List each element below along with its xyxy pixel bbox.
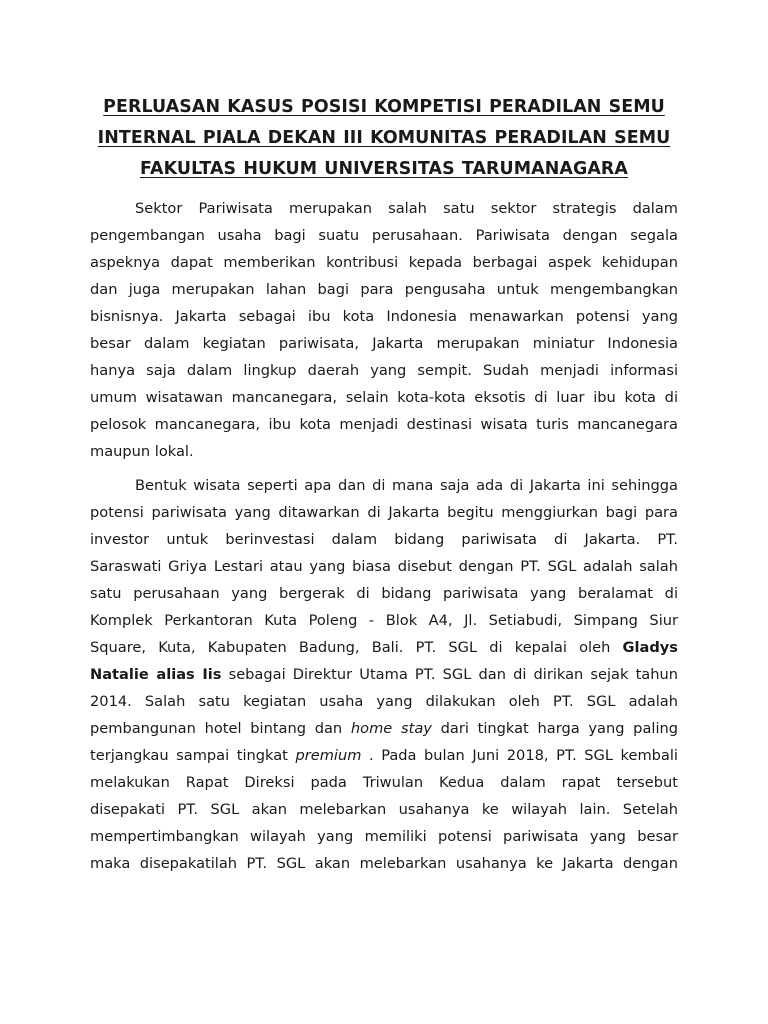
director-name-bold: Natalie alias Iis [90,666,222,683]
paragraph-2-line: maka disepakatilah PT. SGL akan melebarkan usahanya ke Jakarta dengan [90,855,678,872]
director-name-bold: Gladys [622,639,678,656]
paragraph-1-line: Sektor Pariwisata merupakan salah satu sektor strategis dalam [135,200,678,217]
document-page [90,92,678,877]
italic-term: home stay [350,720,432,737]
title-line-3: FAKULTAS HUKUM UNIVERSITAS TARUMANAGARA [140,159,628,179]
line-text: . Pada bulan Juni 2018, PT. SGL kembali [361,747,678,764]
paragraph-2-line: melakukan Rapat Direksi pada Triwulan Kedua dalam rapat tersebut [90,774,678,791]
paragraph-1-line: maupun lokal. [90,443,194,460]
paragraph-2-line: mempertimbangkan wilayah yang memiliki potensi pariwisata yang besar [90,828,678,845]
paragraph-1-line: besar dalam kegiatan pariwisata, Jakarta merupakan miniatur Indonesia [90,335,678,352]
line-text: Square, Kuta, Kabupaten Badung, Bali. PT. SGL di kepalai oleh [90,639,623,656]
paragraph-2-line: Saraswati Griya Lestari atau yang biasa disebut dengan PT. SGL adalah salah [90,558,678,575]
paragraph-1-line: hanya saja dalam lingkup daerah yang sempit. Sudah menjadi informasi [90,362,678,379]
paragraph-2-line: disepakati PT. SGL akan melebarkan usahanya ke wilayah lain. Setelah [90,801,678,818]
document-title [90,92,678,185]
paragraph-1-line: bisnisnya. Jakarta sebagai ibu kota Indonesia menawarkan potensi yang [90,308,678,325]
line-text: pembangunan hotel bintang dan [90,720,351,737]
paragraph-2-line [90,715,678,742]
paragraph-1-line: pelosok mancanegara, ibu kota menjadi destinasi wisata turis mancanegara [90,416,678,433]
paragraph-1 [90,195,678,465]
paragraph-2-line [90,661,678,688]
paragraph-1-line: aspeknya dapat memberikan kontribusi kepada berbagai aspek kehidupan [90,254,678,271]
paragraph-2 [90,472,678,877]
line-text: dari tingkat harga yang paling [431,720,679,737]
paragraph-2-line [90,634,678,661]
paragraph-1-line: umum wisatawan mancanegara, selain kota-kota eksotis di luar ibu kota di [90,389,678,406]
paragraph-1-line: pengembangan usaha bagi suatu perusahaan. Pariwisata dengan segala [90,227,678,244]
paragraph-2-line: Komplek Perkantoran Kuta Poleng - Blok A4, Jl. Setiabudi, Simpang Siur [90,612,678,629]
paragraph-2-line: satu perusahaan yang bergerak di bidang pariwisata yang beralamat di [90,585,678,602]
paragraph-2-line: investor untuk berinvestasi dalam bidang pariwisata di Jakarta. PT. [90,531,678,548]
paragraph-1-line: dan juga merupakan lahan bagi para pengusaha untuk mengembangkan [90,281,678,298]
line-text: terjangkau sampai tingkat [90,747,296,764]
title-line-1: PERLUASAN KASUS POSISI KOMPETISI PERADILAN SEMU [103,97,665,117]
paragraph-2-line: Bentuk wisata seperti apa dan di mana saja ada di Jakarta ini sehingga [135,477,678,494]
paragraph-2-line [90,742,678,769]
line-text: sebagai Direktur Utama PT. SGL dan di dirikan sejak tahun [221,666,678,683]
paragraph-2-line: 2014. Salah satu kegiatan usaha yang dilakukan oleh PT. SGL adalah [90,693,678,710]
italic-term: premium [295,747,362,764]
title-line-2: INTERNAL PIALA DEKAN III KOMUNITAS PERADILAN SEMU [97,128,671,148]
paragraph-2-line: potensi pariwisata yang ditawarkan di Jakarta begitu menggiurkan bagi para [90,504,678,521]
